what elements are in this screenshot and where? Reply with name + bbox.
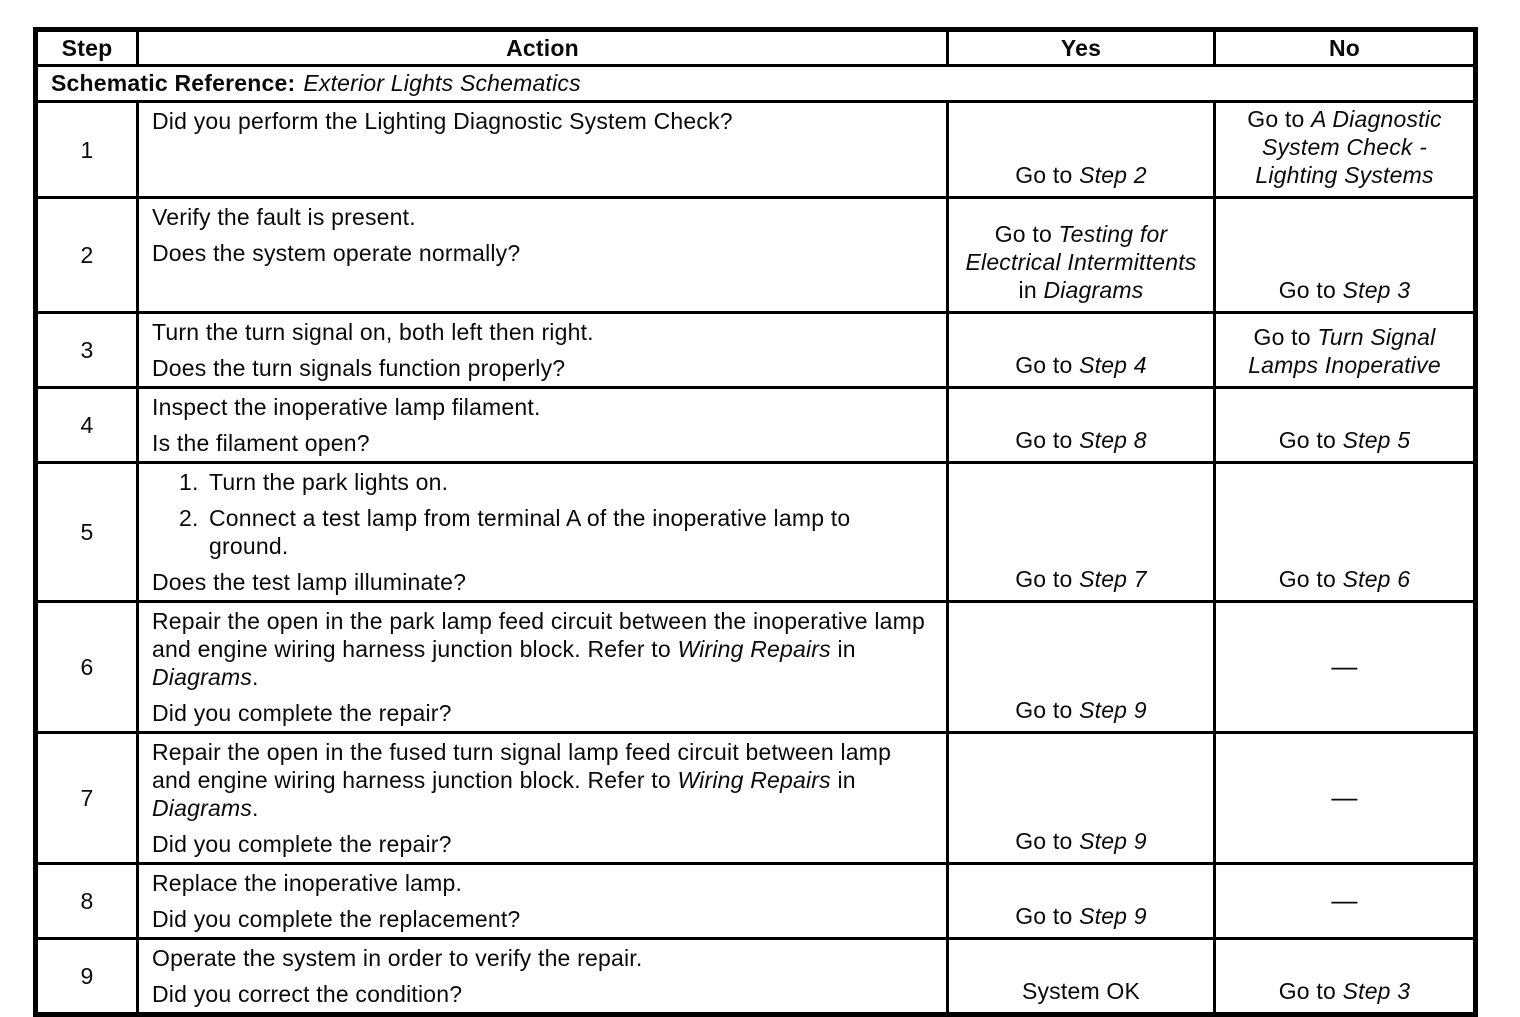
- text-segment: Did you complete the repair?: [152, 700, 452, 726]
- action-cell: [138, 602, 948, 733]
- yes-cell: [948, 733, 1215, 864]
- action-cell: [138, 939, 948, 1015]
- table-row: [36, 864, 1476, 939]
- text-segment: Did you complete the replacement?: [152, 906, 521, 932]
- italic-text-segment: Step 5: [1342, 427, 1411, 453]
- action-paragraph: [152, 429, 936, 457]
- italic-text-segment: Step 8: [1079, 427, 1147, 453]
- text-segment: Go to: [1015, 566, 1080, 592]
- list-number: 1.: [179, 469, 199, 495]
- yes-cell: [948, 198, 1215, 313]
- text-segment: Operate the system in order to verify the repair.: [152, 945, 643, 971]
- col-header-yes: Yes: [948, 30, 1215, 66]
- no-cell: [1215, 102, 1476, 198]
- text-segment: Does the system operate normally?: [152, 240, 521, 266]
- text-segment: in: [830, 636, 856, 662]
- action-cell: [138, 864, 948, 939]
- italic-text-segment: Diagrams: [152, 664, 253, 690]
- step-cell: 9: [36, 939, 138, 1015]
- text-segment: Go to: [1278, 427, 1343, 453]
- italic-text-segment: Step 3: [1342, 978, 1411, 1004]
- step-cell: 6: [36, 602, 138, 733]
- text-segment: in: [1018, 277, 1044, 303]
- table-row: [36, 313, 1476, 388]
- table-row: [36, 198, 1476, 313]
- text-segment: Connect a test lamp from terminal A of the inoperative lamp to ground.: [209, 505, 851, 559]
- text-segment: Go to: [994, 221, 1059, 247]
- text-segment: Go to: [1015, 697, 1080, 723]
- text-segment: Go to: [1253, 324, 1318, 350]
- text-segment: Verify the fault is present.: [152, 204, 416, 230]
- action-paragraph: [152, 393, 936, 421]
- text-segment: .: [252, 664, 259, 690]
- text-segment: Go to: [1015, 162, 1080, 188]
- no-cell: [1215, 313, 1476, 388]
- text-segment: Go to: [1015, 352, 1080, 378]
- text-segment: Go to: [1278, 978, 1343, 1004]
- text-segment: Go to: [1015, 427, 1080, 453]
- italic-text-segment: Diagrams: [152, 795, 253, 821]
- text-segment: Go to: [1247, 106, 1312, 132]
- header-row: [36, 30, 1476, 66]
- schematic-reference-label: Schematic Reference:: [51, 70, 296, 96]
- schematic-reference-cell: [36, 66, 1476, 102]
- table-row: [36, 602, 1476, 733]
- text-segment: Did you correct the condition?: [152, 981, 463, 1007]
- no-cell: [1215, 733, 1476, 864]
- action-cell: [138, 733, 948, 864]
- action-paragraph: [152, 869, 936, 897]
- step-cell: 5: [36, 463, 138, 602]
- yes-cell: [948, 939, 1215, 1015]
- no-cell: [1215, 463, 1476, 602]
- text-segment: Did you complete the repair?: [152, 831, 452, 857]
- italic-text-segment: A Diagnostic System Check - Lighting Systems: [1255, 106, 1442, 188]
- list-number: 2.: [179, 505, 199, 531]
- action-cell: [138, 463, 948, 602]
- table-row: [36, 102, 1476, 198]
- table-row: [36, 463, 1476, 602]
- step-cell: 1: [36, 102, 138, 198]
- italic-text-segment: Step 7: [1079, 566, 1147, 592]
- italic-text-segment: Wiring Repairs: [677, 767, 831, 793]
- italic-text-segment: Wiring Repairs: [677, 636, 831, 662]
- text-segment: Replace the inoperative lamp.: [152, 870, 463, 896]
- no-cell: [1215, 388, 1476, 463]
- text-segment: Go to: [1015, 828, 1080, 854]
- col-header-step: Step: [36, 30, 138, 66]
- action-paragraph: [152, 830, 936, 858]
- step-cell: 3: [36, 313, 138, 388]
- text-segment: Go to: [1015, 903, 1080, 929]
- text-segment: .: [252, 795, 259, 821]
- action-cell: [138, 313, 948, 388]
- table-row: [36, 939, 1476, 1015]
- text-segment: Turn the turn signal on, both left then right.: [152, 319, 594, 345]
- schematic-reference-value: Exterior Lights Schematics: [303, 70, 581, 96]
- yes-cell: [948, 864, 1215, 939]
- italic-text-segment: Step 2: [1079, 162, 1147, 188]
- italic-text-segment: Step 6: [1342, 566, 1411, 592]
- text-segment: Go to: [1278, 566, 1343, 592]
- no-cell: [1215, 864, 1476, 939]
- text-segment: Is the filament open?: [152, 430, 370, 456]
- text-segment: Repair the open in the park lamp feed circuit between the inoperative lamp and engine wiring harness junction block. Refer to: [152, 608, 925, 662]
- italic-text-segment: Step 9: [1079, 697, 1147, 723]
- yes-cell: [948, 602, 1215, 733]
- no-cell: [1215, 939, 1476, 1015]
- action-paragraph: [152, 607, 936, 691]
- action-cell: [138, 388, 948, 463]
- text-segment: Does the turn signals function properly?: [152, 355, 566, 381]
- yes-cell: [948, 463, 1215, 602]
- action-paragraph: [152, 905, 936, 933]
- text-segment: —: [1331, 651, 1358, 681]
- action-paragraph: [152, 738, 936, 822]
- action-paragraph: [152, 568, 936, 596]
- step-cell: 8: [36, 864, 138, 939]
- yes-cell: [948, 102, 1215, 198]
- action-paragraph: [152, 944, 936, 972]
- diagnostic-table: [33, 27, 1478, 1017]
- text-segment: Go to: [1278, 277, 1343, 303]
- italic-text-segment: Testing for Electrical Intermittents: [965, 221, 1197, 275]
- action-cell: [138, 102, 948, 198]
- yes-cell: [948, 313, 1215, 388]
- action-paragraph: [152, 203, 936, 231]
- text-segment: —: [1331, 782, 1358, 812]
- yes-cell: [948, 388, 1215, 463]
- italic-text-segment: Step 3: [1342, 277, 1411, 303]
- action-paragraph: [152, 107, 936, 135]
- no-cell: [1215, 198, 1476, 313]
- action-paragraph: [152, 980, 936, 1008]
- action-paragraph: [152, 239, 936, 267]
- schematic-reference-row: [36, 66, 1476, 102]
- step-cell: 4: [36, 388, 138, 463]
- italic-text-segment: Step 9: [1079, 903, 1147, 929]
- text-segment: Did you perform the Lighting Diagnostic System Check?: [152, 108, 733, 134]
- step-cell: 2: [36, 198, 138, 313]
- italic-text-segment: Step 4: [1079, 352, 1147, 378]
- text-segment: —: [1331, 885, 1358, 915]
- italic-text-segment: Turn Signal Lamps Inoperative: [1248, 324, 1441, 378]
- step-cell: 7: [36, 733, 138, 864]
- text-segment: Repair the open in the fused turn signal lamp feed circuit between lamp and engine wiring harness junction block. Refer to: [152, 739, 892, 793]
- action-cell: [138, 198, 948, 313]
- table-row: [36, 733, 1476, 864]
- action-paragraph: [152, 354, 936, 382]
- col-header-action: Action: [138, 30, 948, 66]
- italic-text-segment: Step 9: [1079, 828, 1147, 854]
- text-segment: Does the test lamp illuminate?: [152, 569, 467, 595]
- action-paragraph: [152, 318, 936, 346]
- action-list-item: [152, 468, 936, 496]
- text-segment: in: [830, 767, 856, 793]
- text-segment: System OK: [1021, 978, 1141, 1004]
- action-paragraph: [152, 699, 936, 727]
- italic-text-segment: Diagrams: [1043, 277, 1144, 303]
- table-row: [36, 388, 1476, 463]
- no-cell: [1215, 602, 1476, 733]
- text-segment: Turn the park lights on.: [209, 469, 449, 495]
- action-list-item: [152, 504, 936, 560]
- col-header-no: No: [1215, 30, 1476, 66]
- text-segment: Inspect the inoperative lamp filament.: [152, 394, 541, 420]
